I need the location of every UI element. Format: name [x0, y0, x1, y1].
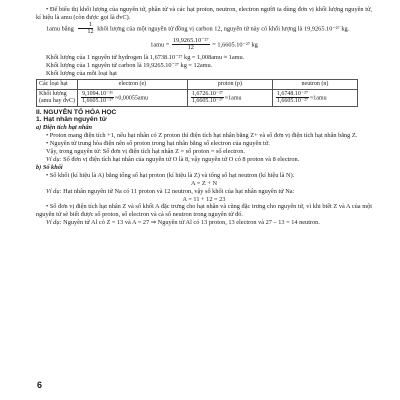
paragraph-mass-number: • Số khối (kí hiệu là A) bằng tổng số hạt proton (kí hiệu là Z) và tổng số hạt neutron (kí hiệu là N).	[46, 171, 295, 179]
cell-fraction	[81, 91, 114, 105]
formula-rhs: = 1,6605.10⁻²⁷ kg	[212, 41, 258, 49]
cell-result: ≈0,00055amu	[115, 94, 149, 101]
equation-mass-number: A = Z + N	[191, 179, 217, 187]
cell-result: ≈1amu	[224, 94, 242, 101]
table-cell	[272, 89, 357, 106]
cell-denominator: 1,6605.10⁻²⁷	[276, 98, 308, 105]
frac-numerator: 1	[78, 22, 93, 30]
subsection-title: 1. Hạt nhân nguyên tử	[36, 116, 107, 124]
amu-formula	[36, 38, 372, 52]
table-caption: Khối lượng của mỗi loại hạt	[46, 69, 117, 77]
paragraph-conclusion: Vậy, trong nguyên tử: Số đơn vị điện tích hạt nhân Z = số proton = số electron.	[46, 148, 245, 156]
formula-denominator: 12	[187, 44, 194, 52]
carbon-mass: Khối lượng của 1 nguyên tử carbon là 19,9265.10⁻²⁷ kg = 12amu.	[46, 61, 213, 69]
cell-result: ≈1amu	[309, 94, 327, 101]
table-header-row	[37, 79, 358, 89]
example-aluminium	[36, 219, 372, 227]
page-content	[36, 6, 372, 227]
amu-rest: khối lượng của một nguyên tử đồng vị carbon 12, nguyên tử này có khối lượng là 19,9265.10⁻²⁷ kg.	[97, 25, 350, 33]
cell-fraction	[191, 91, 224, 105]
subsubsection-title: b) Số khối	[36, 163, 63, 171]
formula-numerator: 19,9265.10⁻²⁷	[172, 36, 209, 44]
formula-fraction	[172, 38, 210, 52]
table-row-label: Khối lượng (amu hay đvC)	[37, 89, 78, 106]
formula-lhs: 1amu =	[150, 41, 170, 49]
example-text: Hạt nhân nguyên tử Na có 11 proton và 12 neutron, vậy số khối của hạt nhân nguyên tử Na:	[61, 187, 295, 195]
table-row	[37, 89, 358, 106]
example-sodium	[36, 188, 372, 196]
example-label: Ví dụ:	[46, 187, 62, 195]
frac-denominator: 12	[87, 28, 94, 36]
paragraph-neutral: • Nguyên tử trung hòa điện nên số proton trong hạt nhân bằng số electron của nguyên tử.	[46, 140, 270, 148]
amu-lead: 1amu bằng	[46, 25, 74, 33]
table-header: proton (p)	[187, 79, 272, 89]
table-cell	[78, 89, 188, 106]
page-number: 6	[37, 380, 43, 390]
section-title: II. NGUYÊN TỐ HÓA HỌC	[36, 108, 117, 116]
cell-numerator: 1,6726.10⁻²⁷	[191, 90, 223, 97]
example-label: Ví dụ:	[46, 155, 62, 163]
cell-denominator: 1,6605.10⁻²⁷	[82, 98, 114, 105]
hydrogen-mass: Khối lượng của 1 nguyên tử hydrogen là 1,6738.10⁻²⁷ kg = 1,008amu ≈ 1amu.	[46, 53, 245, 61]
fraction-one-twelfth	[76, 22, 94, 36]
example-text: Nguyên tử Al có Z = 13 và A = 27 ⇒ Nguyên tử Al có 13 proton, 13 electron và 27 – 13 = 14 neutron.	[61, 219, 320, 227]
example-text: Số đơn vị điện tích hạt nhân của nguyên tử O là 8, vậy nguyên tử O có 8 proton và 8 electron.	[61, 155, 300, 163]
cell-numerator: 9,1094.10⁻³¹	[82, 90, 113, 97]
example-label: Ví dụ:	[46, 219, 62, 227]
paragraph-charge: • Proton mang điện tích +1, nếu hạt nhân có Z proton thì điện tích hạt nhân bằng Z+ và số đơn vị điện tích hạt nhân bằng Z.	[46, 132, 358, 140]
equation-sodium: A = 11 + 12 = 23	[182, 195, 226, 203]
amu-definition	[36, 22, 372, 36]
subsubsection-title: a) Điện tích hạt nhân	[36, 124, 92, 132]
cell-fraction	[276, 91, 309, 105]
table-header: electron (e)	[78, 79, 188, 89]
intro-paragraph: • Để biểu thị khối lượng của nguyên tử, phân tử và các hạt proton, neutron, electron người ta dùng đơn vị khối lượng nguyên tử, kí hiệu là amu (còn được gọi là đvC).	[36, 6, 372, 21]
table-header: neutron (n)	[272, 79, 357, 89]
paragraph-characteristic: • Số đơn vị điện tích hạt nhân Z và số khối A đặc trưng cho hạt nhân và cũng đặc trưng cho nguyên tử, vì khi biết Z và A của một nguyên tử sẽ biết được số proton, số electron và cả số neutron trong nguyên tử đó.	[36, 203, 372, 219]
cell-denominator: 1,6605.10⁻²⁷	[191, 98, 223, 105]
particle-mass-table	[36, 79, 358, 107]
table-cell	[187, 89, 272, 106]
table-corner: Các loại hạt	[37, 79, 78, 89]
example-oxygen	[36, 156, 372, 164]
cell-numerator: 1,6748.10⁻²⁷	[276, 90, 308, 97]
